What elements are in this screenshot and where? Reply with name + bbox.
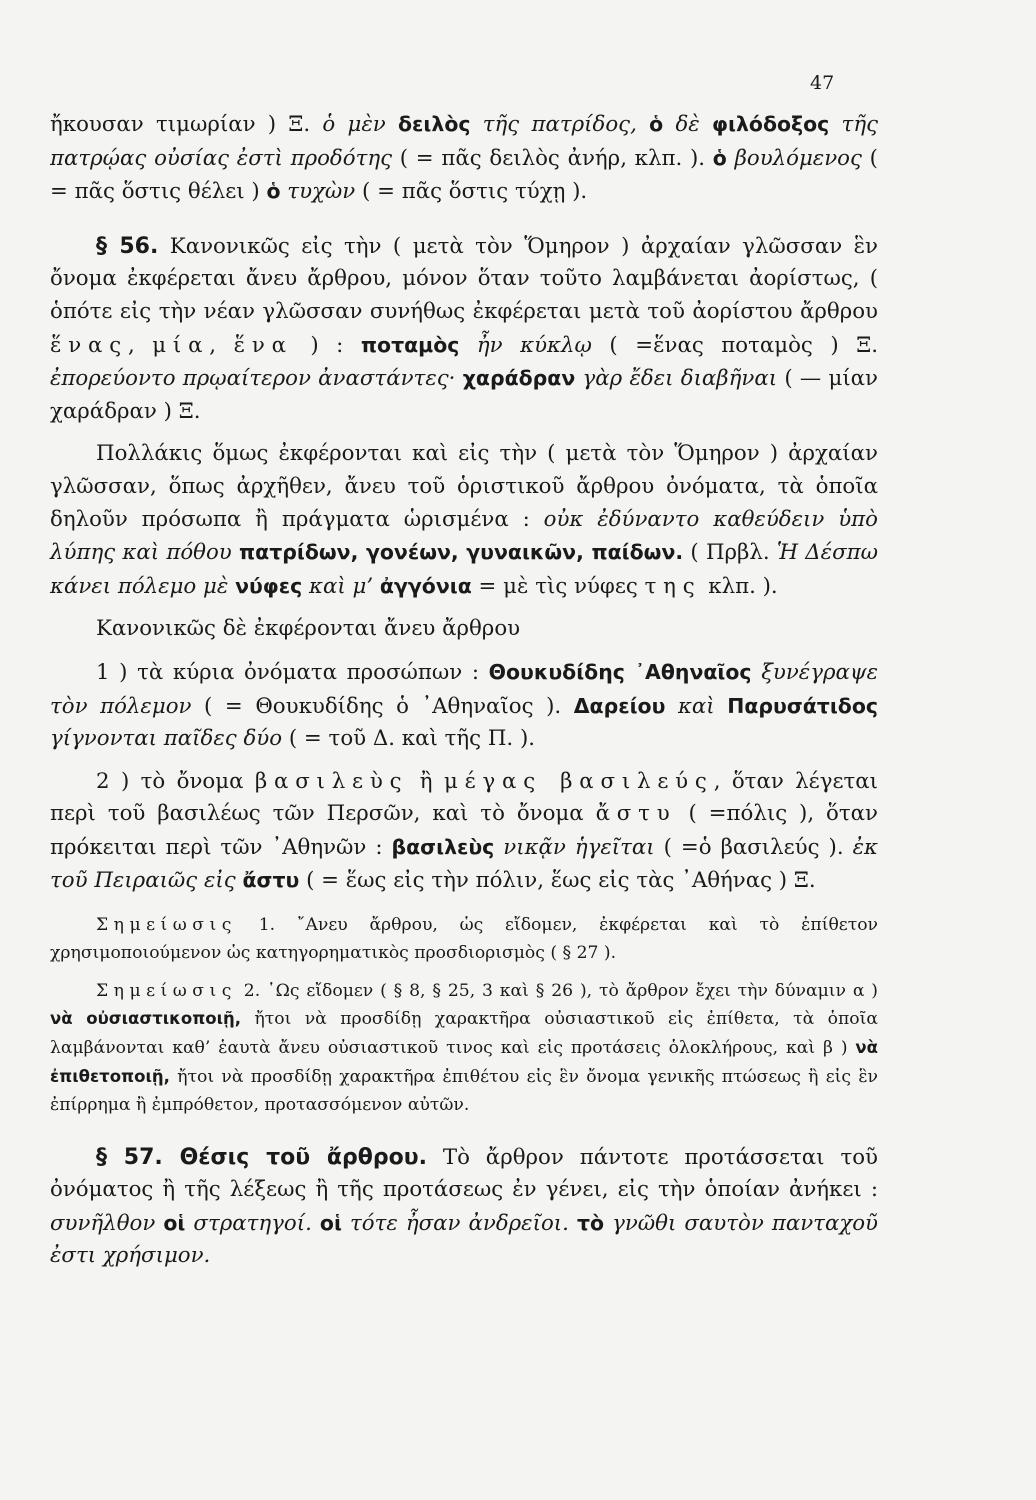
bold-text: ἄστυ [242,868,300,893]
bold-text: Θουκυδίδης ᾿Αθηναῖος [488,659,752,684]
italic-text: ἐκ τοῦ Πειραιῶς εἰς [50,834,879,894]
section-57 [50,1142,878,1273]
text: 2 ) τὸ ὄνομα [96,768,255,794]
italic-text: ἐπορεύοντο πρῳαίτερον ἀναστάντες· [50,366,456,392]
italic-text: βουλόμενος [726,145,862,171]
bold-text: νὰ οὐσιαστικοποιῇ, [50,1009,242,1029]
italic-text: ξυνέγραψε τὸν πόλεμον [50,659,878,719]
spaced-text: της [644,573,702,599]
italic-text: συνῆλθον [50,1210,156,1236]
bold-text: Παρυσάτιδος [727,693,878,718]
italic-text: τῆς πατρῴας οὐσίας ἐστὶ προδότης [50,112,879,171]
bold-text: πατρίδων, γονέων, γυναικῶν, παίδων. [239,540,684,565]
italic-text: τότε ἦσαν ἀνδρεῖοι. [341,1210,569,1236]
note-1 [50,912,878,968]
section-heading: § 56. [96,233,159,259]
spaced-text: Σημείωσις [96,915,237,936]
text: Κανονικῶς δὲ ἐκφέρονται ἄνευ ἄρθρου [96,616,521,642]
text [232,540,239,565]
section-56 [50,231,878,429]
bold-text: ὁ [649,112,664,136]
text: ( =ἕνας ποταμὸς ) Ξ. [591,332,878,358]
section-heading: § 57. Θέσις τοῦ ἄρθρου. [96,1144,427,1170]
paragraph [50,613,878,646]
bold-text: ὁ [712,145,727,170]
text: , [209,332,234,358]
bold-text: ὁ [266,179,281,204]
paragraph-continuation [50,108,878,209]
bold-text: χαράδραν [462,366,576,391]
text: 1. ῎Ανευ ἄρθρου, ὡς εἴδομεν, ἐκφέρεται καὶ τὸ ἐπίθετον χρησιμοποιούμενον ὡς κατηγορηματικὸς προσδιορισμὸς ( § 27 ). [50,915,878,963]
bold-text: οἱ [319,1210,342,1235]
text: κλπ. ). [701,573,778,599]
italic-text: ὁ μὲν [322,112,398,137]
page-number: 47 [810,72,835,94]
text: ἢ [408,768,444,794]
list-item [50,656,878,756]
text: ( = πᾶς ὅστις τύχῃ ). [355,179,588,205]
spaced-text: μία [152,332,210,358]
italic-text: ἦν κύκλῳ [459,332,592,358]
bold-text: ποταμὸς [360,332,460,357]
spaced-text: ἕνας [50,332,128,358]
italic-text: γὰρ ἔδει διαβῆναι [575,366,778,392]
text: ἤτοι νὰ προσδίδῃ χαρακτῆρα οὐσιαστικοῦ εἰς ἐπίθετα, τὰ ὁποῖα λαμβάνονται καθ’ ἑαυτὰ ἄνευ οὐσιαστικοῦ τινος καὶ εἰς προτάσεις ὁλοκλήρους, καὶ β ) [50,1009,878,1059]
spaced-text: ἕνα [233,332,293,358]
bold-text: ἀγγόνια [379,573,472,598]
italic-text: Ἡ Δέσπω κάνει πόλεμο μὲ [50,540,878,599]
italic-text: γνῶθι σαυτὸν πανταχοῦ ἐστι χρήσιμον. [50,1210,879,1269]
bold-text: νύφες [235,573,303,598]
italic-text: γίγνονται παῖδες δύο [50,726,283,752]
text: ( = Θουκυδίδης ὁ ᾿Αθηναῖος ). [191,693,574,719]
list-item [50,766,878,898]
spaced-text: μέγας βασιλεύς [443,768,714,794]
italic-text: καὶ μ’ [302,573,374,599]
text: ( = πᾶς δειλὸς ἀνήρ, κλπ. ). [392,145,713,171]
text: ( Πρβλ. [683,540,777,566]
text: , [127,332,153,358]
bold-text: οἱ [163,1210,186,1235]
text: ( — μίαν χαράδραν ) Ξ. [50,366,879,424]
bold-text: δειλὸς [398,112,471,136]
text: 1 ) τὰ κύρια ὀνόματα προσώπων : [96,659,489,685]
italic-text: νικᾷν ἡγεῖται [494,834,655,860]
text: ἤτοι νὰ προσδίδῃ χαρακτῆρα ἐπιθέτου εἰς ἓν ὄνομα γενικῆς πτώσεως ἢ εἰς ἓν ἐπίρρημα ἢ ἐμπρόθετον, προτασσόμενον αὐτῶν. [50,1067,878,1115]
text: ( = πᾶς ὅστις θέλει ) [50,145,878,205]
spaced-text: ἄστυ [595,801,677,827]
text [455,366,462,391]
spaced-text: βασιλεὺς [254,768,409,794]
note-2 [50,978,878,1120]
text: ( =πόλις ), ὅταν πρόκειται περὶ τῶν ᾿Αθηνῶν : [50,801,878,860]
bold-text: φιλόδοξος [712,112,830,136]
italic-text: στρατηγοί. [185,1210,312,1236]
italic-text: καὶ [665,693,715,719]
italic-text: τῆς πατρίδος, [470,112,650,137]
text: Κανονικῶς εἰς τὴν ( μετὰ τὸν Ὅμηρον ) ἀρχαίαν γλῶσσαν ἓν ὄνομα ἐκφέρεται ἄνευ ἄρθρου, μόνον ὅταν τοῦτο λαμβάνεται ἀορίστως, ( ὁπότε εἰς τὴν νέαν γλῶσσαν συνήθως ἐκφέρεται μετὰ τοῦ ἀορίστου ἄρθρου [50,233,878,324]
text: ( = ἕως εἰς τὴν πόλιν, ἕως εἰς τὰς ᾿Αθήνας ) Ξ. [299,868,816,894]
text: ἤκουσαν τιμωρίαν ) Ξ. [50,112,323,137]
text: , ὅταν λέγεται περὶ τοῦ βασιλέως τῶν Περσῶν, καὶ τὸ ὄνομα [50,768,878,827]
bold-text: τὸ [576,1210,605,1235]
text: = μὲ τὶς νύφες [471,573,645,599]
italic-text: τυχὼν [280,179,356,205]
text: ) : [292,332,361,358]
text [312,1211,320,1236]
text: ( = τοῦ Δ. καὶ τῆς Π. ). [282,726,536,752]
italic-text: οὐκ ἐδύναντο καθεύδειν ὑπὸ λύπης καὶ πόθου [50,506,878,566]
bold-text: νὰ ἐπιθετοποιῇ, [50,1038,878,1087]
text: Τὸ ἄρθρον πάντοτε προτάσσεται τοῦ ὀνόματος ἢ τῆς λέξεως ἢ τῆς προτάσεως ἐν γένει, εἰς τὴν ὁποίαν ἀνήκει : [50,1144,878,1203]
bold-text: Δαρείου [573,693,666,718]
text [715,694,728,719]
bold-text: βασιλεὺς [391,834,495,859]
italic-text: δὲ [663,112,713,137]
text: ( =ὁ βασιλεύς ). [654,834,853,860]
spaced-text: Σημείωσις [96,980,237,1001]
text: Πολλάκις ὅμως ἐκφέρονται καὶ εἰς τὴν ( μετὰ τὸν Ὅμηρον ) ἀρχαίαν γλῶσσαν, ὅπως ἀρχῆθεν, ἄνευ τοῦ ὁριστικοῦ ἄρθρου ὀνόματα, τὰ ὁποῖα δηλοῦν πρόσωπα ἢ πράγματα ὡρισμένα : [50,441,878,532]
paragraph [50,438,878,603]
text [373,574,380,599]
text: 2. ῾Ως εἴδομεν ( § 8, § 25, 3 καὶ § 26 ), τὸ ἄρθρον ἔχει τὴν δύναμιν α ) [236,980,878,1001]
text [569,1211,577,1236]
